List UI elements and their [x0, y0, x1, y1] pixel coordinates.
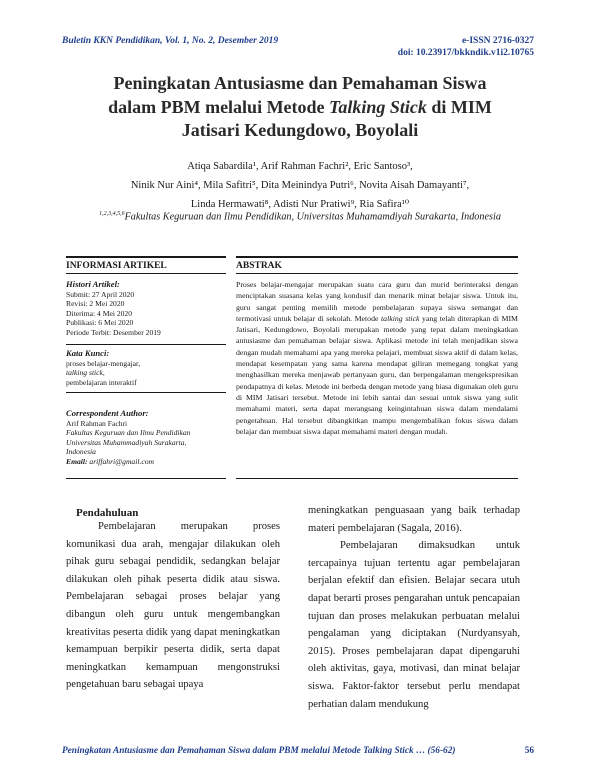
info-divider-1: [66, 344, 226, 345]
paper-title: [50, 72, 550, 143]
title-line-2-post: di MIM: [426, 96, 492, 117]
correspondent-title: Correspondent Author:: [66, 408, 149, 418]
keyword-2: talking stick,: [66, 368, 105, 378]
history-title: Histori Artikel:: [66, 279, 120, 289]
info-bottom-rule: [66, 478, 226, 479]
affiliation-marks: 1,2,3,4,5,6: [99, 211, 125, 217]
info-heading: INFORMASI ARTIKEL: [66, 261, 167, 271]
correspondent-name: Arif Rahman Fachri: [66, 418, 128, 428]
article-history: [66, 280, 226, 338]
history-submit: Submit: 27 April 2020: [66, 289, 135, 299]
affiliation-text: Fakultas Keguruan dan Ilmu Pendidikan, Universitas Muhamamdiyah Surakarta, Indonesia: [124, 211, 501, 223]
correspondent-aff-2: Universitas Muhammadiyah Surakarta,: [66, 437, 187, 447]
keyword-1: proses belajar-mengajar,: [66, 358, 141, 368]
intro-paragraph-1: Pembelajaran merupakan proses komunikasi dua arah, mengajar dilakukan oleh pihak guru sebagai pendidik, sedangkan belajar dilakukan oleh pihak peserta didik atau siswa. Pembelajaran sebagai proses belajar yang dibangun oleh guru untuk mengembangkan kreativitas peserta didik yang dapat meningkatkan kemampuan berpikir peserta didik, serta dapat meningkatkan kemampuan mengonstruksi pengetahuan baru sebagai upaya: [66, 521, 280, 691]
authors: [60, 157, 540, 214]
title-line-2: [50, 96, 550, 120]
intro-paragraph-2: Pembelajaran dimaksudkan untuk tercapainya tujuan tertentu agar pembelajaran berjalan efektif dan efisien. Belajar secara utuh dapat berarti proses pengarahan untuk pencapaian tujuan dan proses melakukan perbuatan melalui pengalaman yang diciptakan (Nurdyansyah, 2015). Proses pembelajaran dapat dipengaruhi oleh aktivitas, gaya, motivasi, dan minat belajar siswa. Faktor-faktor tersebut perlu mendapat perhatian dalam mendukung: [308, 540, 520, 710]
history-diterima: Diterima: 4 Mei 2020: [66, 308, 133, 318]
affiliation: [60, 211, 540, 222]
body-right-column: [308, 502, 520, 713]
abstract-text-pre: Proses belajar-mengajar merupakan suatu cara guru dan murid berinteraksi dengan menciptakan suasana kelas yang kondusif dan menarik minat belajar siswa. Untuk itu, guru sangat penting memilih metode pembelajaran supaya siswa semangat dan termotivasi untuk belajar di sekolah. Metode: [236, 280, 518, 323]
issn-doi-block: [398, 35, 534, 59]
doi[interactable]: doi: 10.23917/bkkndik.v1i2.10765: [397, 48, 534, 58]
correspondent-aff-1: Fakultas Keguruan dan Ilmu Pendidikan: [66, 428, 191, 438]
intro-paragraph-1-cont: meningkatkan penguasaan yang baik terhadap materi pembelajaran (Sagala, 2016).: [308, 505, 520, 534]
correspondent-block: [66, 409, 226, 467]
abstract-heading: ABSTRAK: [236, 261, 282, 271]
info-divider-2: [66, 392, 226, 393]
history-periode: Periode Terbit: Desember 2019: [66, 327, 161, 337]
email-label: Email:: [66, 456, 88, 466]
abstract-text-italic: talking stick: [381, 313, 420, 323]
eissn: e-ISSN 2716-0327: [461, 36, 534, 46]
authors-line-3: Linda Hermawati⁸, Adisti Nur Pratiwi⁹, Ria Safira¹⁰: [190, 199, 410, 210]
keywords-block: [66, 349, 226, 387]
page-number: 56: [524, 746, 534, 756]
journal-header: Buletin KKN Pendidikan, Vol. 1, No. 2, Desember 2019: [62, 36, 279, 46]
info-head-rule: [66, 273, 226, 274]
abstract-text-post: yang telah diterapkan di MIM Jatisari, Kedungdowo, Boyolali merupakan metode yang tepat dalam meningkatkan antusiasme dan pemahaman belajar siswa. Aplikasi metode ini telah menjadikan siswa dengan mudah memahami apa yang mereka pelajari, membuat siswa aktif di dalam kelas, mendapat kesempatan yang sama karena mendapat giliran memegang tongkat yang menghasilkan mereka menjawab pertanyaan guru, dan berpengalaman mengekspresikan pendapatnya di kelas. Metode ini berbeda dengan metode yang biasa digunakan oleh guru di MIM Jatisari tersebut. Metode ini lebih santai dan sesuai untuk siswa yang sulit memahami materi, serta dapat merangsang keingintahuan siswa dalam mendalami pengetahuan. Hal tersebut dibangkitkan mampu mengembalikan fokus siswa dalam belajar dan membuat siswa dapat memahami materi dengan mudah.: [236, 313, 518, 436]
authors-line-1: Atiqa Sabardila¹, Arif Rahman Fachri², Eric Santoso³,: [187, 161, 413, 172]
title-line-2-pre: dalam PBM melalui Metode: [108, 96, 330, 117]
abstract-top-rule: [236, 256, 518, 258]
history-revisi: Revisi: 2 Mei 2020: [66, 299, 125, 309]
body-left-column: [66, 518, 280, 694]
title-line-1: Peningkatan Antusiasme dan Pemahaman Siswa: [113, 73, 487, 93]
abstract-bottom-rule: [236, 478, 518, 479]
correspondent-aff-3: Indonesia: [66, 447, 96, 457]
keyword-3: pembelajaran interaktif: [66, 377, 137, 387]
email-address[interactable]: ariffahri@gmail.com: [87, 456, 155, 466]
history-publikasi: Publikasi: 6 Mei 2020: [66, 318, 134, 328]
title-line-2-italic: Talking Stick: [329, 96, 427, 117]
info-top-rule: [66, 256, 226, 258]
abstract-head-rule: [236, 273, 518, 274]
title-line-3: Jatisari Kedungdowo, Boyolali: [181, 120, 419, 140]
abstract-text: [236, 279, 518, 437]
keywords-title: Kata Kunci:: [66, 348, 110, 358]
intro-heading: Pendahuluan: [76, 507, 139, 519]
footer-running-title: Peningkatan Antusiasme dan Pemahaman Siswa dalam PBM melalui Metode Talking Stick … (56-62): [62, 746, 456, 756]
correspondent-email-row: [66, 457, 226, 467]
authors-line-2: Ninik Nur Aini⁴, Mila Safitri⁵, Dita Meinindya Putri⁶, Novita Aisah Damayanti⁷,: [130, 180, 470, 191]
